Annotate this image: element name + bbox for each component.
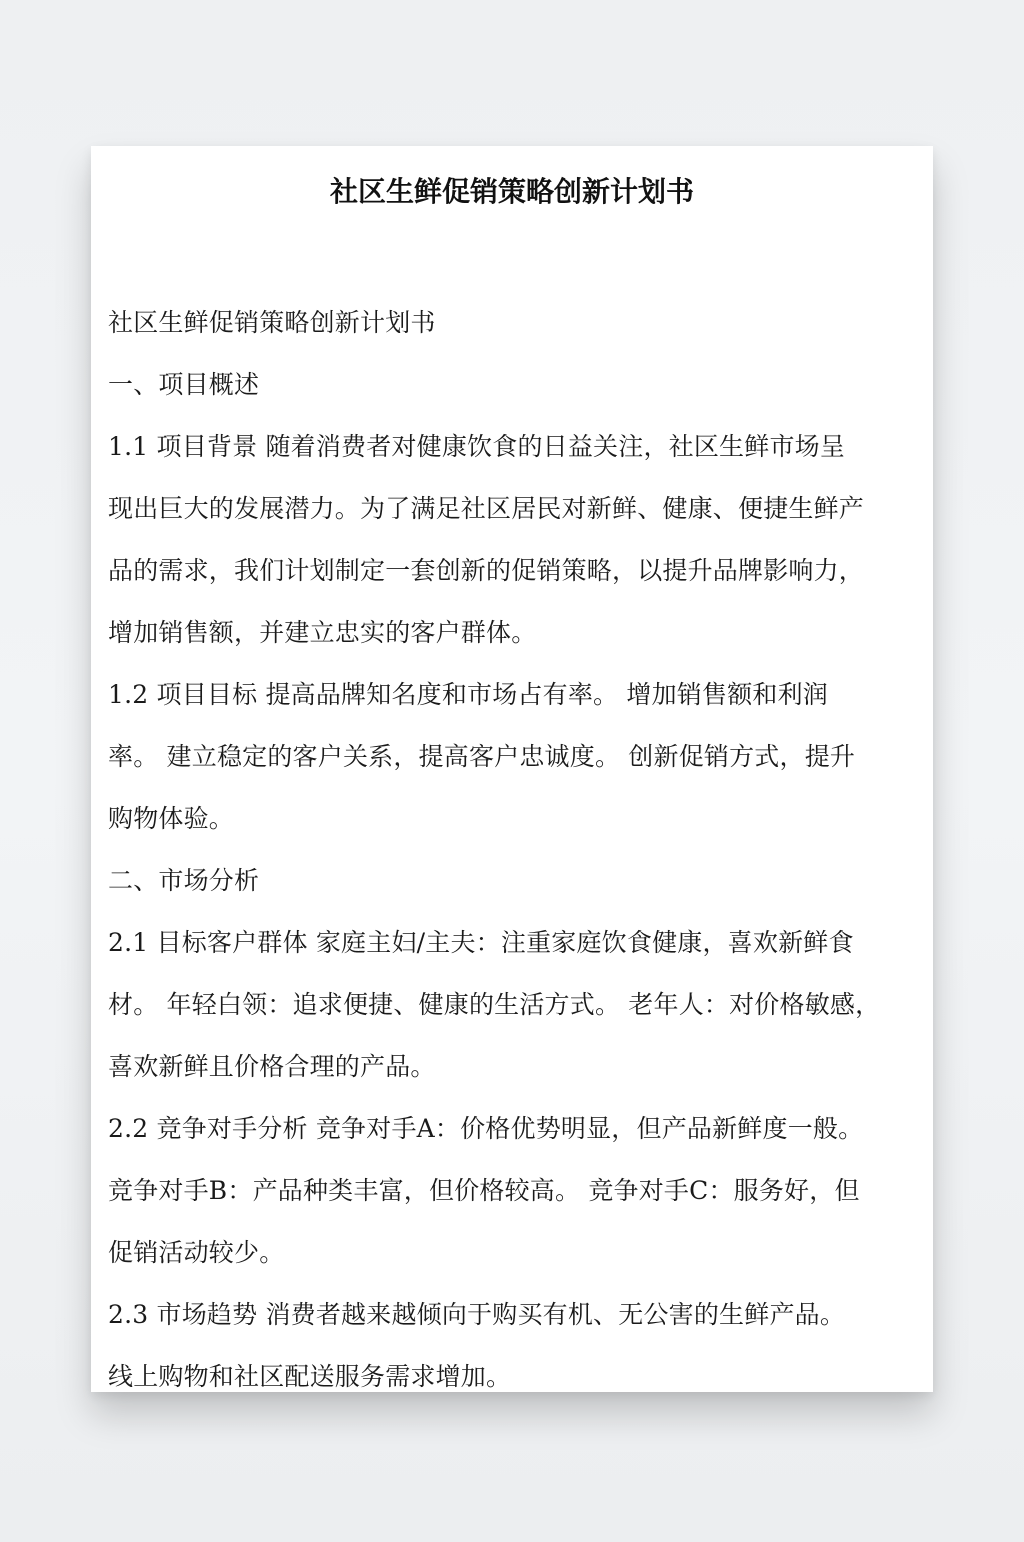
body-line: 增加销售额，并建立忠实的客户群体。 [108, 618, 537, 647]
body-line: 材。 年轻白领：追求便捷、健康的生活方式。 老年人：对价格敏感， [108, 990, 881, 1019]
section-heading: 二、市场分析 [108, 866, 260, 895]
body-line: 现出巨大的发展潜力。为了满足社区居民对新鲜、健康、便捷生鲜产 [108, 494, 865, 523]
body-line: 促销活动较少。 [108, 1238, 285, 1267]
document-title: 社区生鲜促销策略创新计划书 [329, 175, 694, 208]
section-heading: 一、项目概述 [108, 370, 260, 399]
body-line: 1.2 项目目标 提高品牌知名度和市场占有率。 增加销售额和利润 [108, 680, 829, 709]
body-line: 2.1 目标客户群体 家庭主妇/主夫：注重家庭饮食健康，喜欢新鲜食 [108, 928, 854, 957]
body-line: 2.2 竞争对手分析 竞争对手A：价格优势明显，但产品新鲜度一般。 [108, 1114, 864, 1143]
body-line: 社区生鲜促销策略创新计划书 [108, 308, 436, 337]
body-line: 竞争对手B：产品种类丰富，但价格较高。 竞争对手C：服务好，但 [108, 1176, 860, 1205]
body-line: 购物体验。 [108, 804, 235, 833]
body-line: 品的需求，我们计划制定一套创新的促销策略，以提升品牌影响力， [108, 556, 865, 585]
body-line: 2.3 市场趋势 消费者越来越倾向于购买有机、无公害的生鲜产品。 [108, 1300, 846, 1329]
document-page [91, 146, 933, 1392]
body-line: 1.1 项目背景 随着消费者对健康饮食的日益关注，社区生鲜市场呈 [108, 432, 846, 461]
body-line: 率。 建立稳定的客户关系，提高客户忠诚度。 创新促销方式，提升 [108, 742, 856, 771]
body-line: 线上购物和社区配送服务需求增加。 [108, 1362, 512, 1391]
body-line: 喜欢新鲜且价格合理的产品。 [108, 1052, 436, 1081]
document-body [108, 292, 918, 1392]
